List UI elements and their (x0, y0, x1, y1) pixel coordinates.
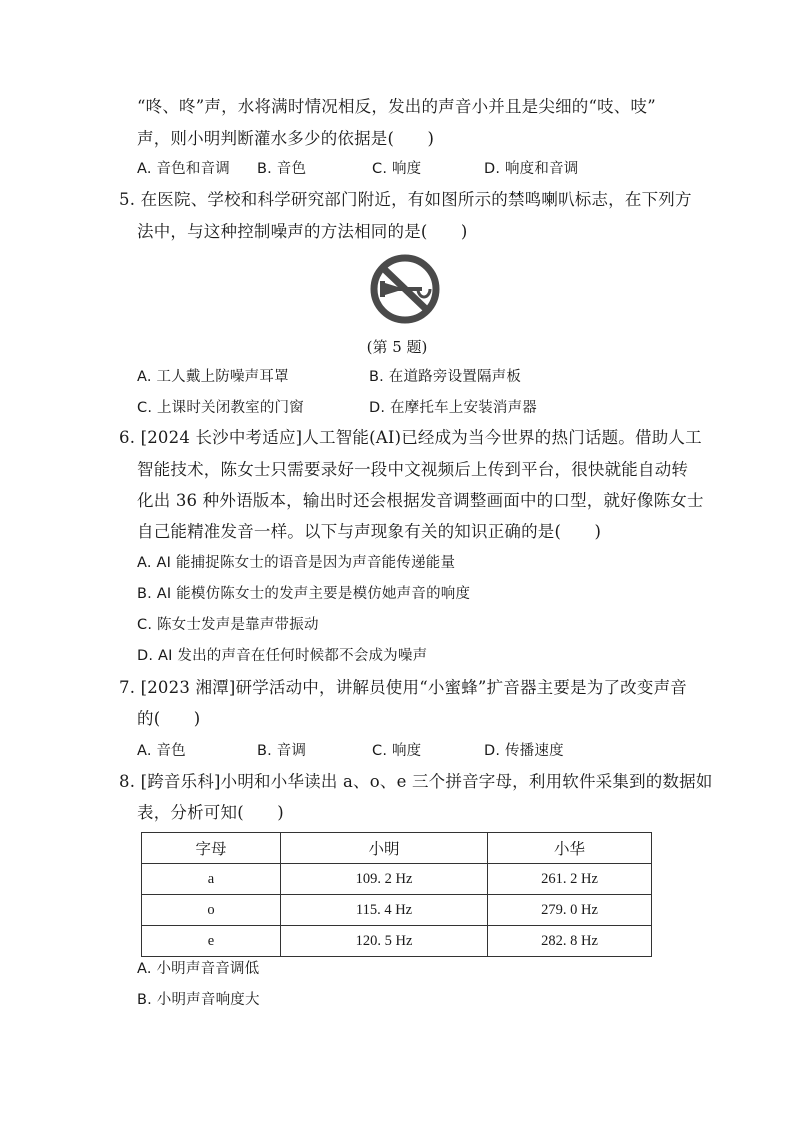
q7-option-a[interactable]: A. 音色 (137, 743, 186, 759)
table-cell: 115. 4 Hz (281, 895, 488, 926)
no-horn-sign-icon (368, 252, 442, 326)
q8-option-b[interactable]: B. 小明声音响度大 (137, 992, 260, 1008)
pitch-data-table (141, 832, 652, 957)
q7-option-b[interactable]: B. 音调 (257, 743, 307, 759)
q4-options (137, 158, 578, 180)
q7-text-line-1: 7. [2023 湘潭]研学活动中，讲解员使用“小蜜蜂”扩音器主要是为了改变声音 (119, 678, 687, 697)
table-cell: 120. 5 Hz (281, 926, 488, 957)
q5-text-line-2: 法中，与这种控制噪声的方法相同的是( ) (137, 222, 468, 241)
q8-option-a[interactable]: A. 小明声音音调低 (137, 961, 260, 977)
q6-text-line-1: 6. [2024 长沙中考适应]人工智能(AI)已经成为当今世界的热门话题。借助人工 (119, 428, 702, 447)
table-cell: 109. 2 Hz (281, 864, 488, 895)
table-header-letter: 字母 (142, 833, 281, 864)
q4-option-a[interactable]: A. 音色和音调 (137, 161, 230, 177)
q4-option-d[interactable]: D. 响度和音调 (484, 161, 579, 177)
q8-text-line-1: 8. [跨音乐科]小明和小华读出 a、o、e 三个拼音字母，利用软件采集到的数据如 (119, 772, 713, 791)
q5-option-b[interactable]: B. 在道路旁设置隔声板 (369, 369, 522, 385)
table-cell: 279. 0 Hz (488, 895, 652, 926)
q6-option-c[interactable]: C. 陈女士发声是靠声带振动 (137, 617, 319, 633)
table-row (142, 895, 652, 926)
table-header-xiaoming: 小明 (281, 833, 488, 864)
q4-option-b[interactable]: B. 音色 (257, 161, 307, 177)
table-cell: o (142, 895, 281, 926)
q6-text-line-3: 化出 36 种外语版本，输出时还会根据发音调整画面中的口型，就好像陈女士 (137, 491, 704, 510)
q6-option-b[interactable]: B. AI 能模仿陈女士的发声主要是模仿她声音的响度 (137, 586, 471, 602)
q4-option-c[interactable]: C. 响度 (372, 161, 422, 177)
table-cell: a (142, 864, 281, 895)
q5-text-line-1: 5. 在医院、学校和科学研究部门附近，有如图所示的禁鸣喇叭标志，在下列方 (119, 190, 692, 209)
q5-option-d[interactable]: D. 在摩托车上安装消声器 (369, 400, 537, 416)
q6-option-d[interactable]: D. AI 发出的声音在任何时候都不会成为噪声 (137, 648, 428, 664)
table-row (142, 864, 652, 895)
q7-options (137, 740, 564, 762)
table-row (142, 926, 652, 957)
table-cell: e (142, 926, 281, 957)
q7-text-line-2: 的( ) (137, 709, 201, 728)
q5-options-row-1 (137, 366, 521, 388)
q6-text-line-4: 自己能精准发音一样。以下与声现象有关的知识正确的是( ) (137, 522, 602, 541)
q6-option-a[interactable]: A. AI 能捕捉陈女士的语音是因为声音能传递能量 (137, 555, 456, 571)
table-cell: 261. 2 Hz (488, 864, 652, 895)
q7-option-c[interactable]: C. 响度 (372, 743, 422, 759)
q5-option-a[interactable]: A. 工人戴上防噪声耳罩 (137, 369, 289, 385)
table-header-row (142, 833, 652, 864)
q8-text-line-2: 表，分析可知( ) (137, 803, 284, 822)
q7-option-d[interactable]: D. 传播速度 (484, 743, 564, 759)
table-cell: 282. 8 Hz (488, 926, 652, 957)
table-header-xiaohua: 小华 (488, 833, 652, 864)
q4-text-line-1: “咚、咚”声，水将满时情况相反，发出的声音小并且是尖细的“吱、吱” (137, 97, 656, 116)
q6-text-line-2: 智能技术，陈女士只需要录好一段中文视频后上传到平台，很快就能自动转 (137, 460, 689, 479)
q5-option-c[interactable]: C. 上课时关闭教室的门窗 (137, 400, 304, 416)
q5-options-row-2 (137, 397, 537, 419)
q4-text-line-2: 声，则小明判断灌水多少的依据是( ) (137, 129, 435, 148)
figure-caption: (第 5 题) (366, 338, 428, 356)
